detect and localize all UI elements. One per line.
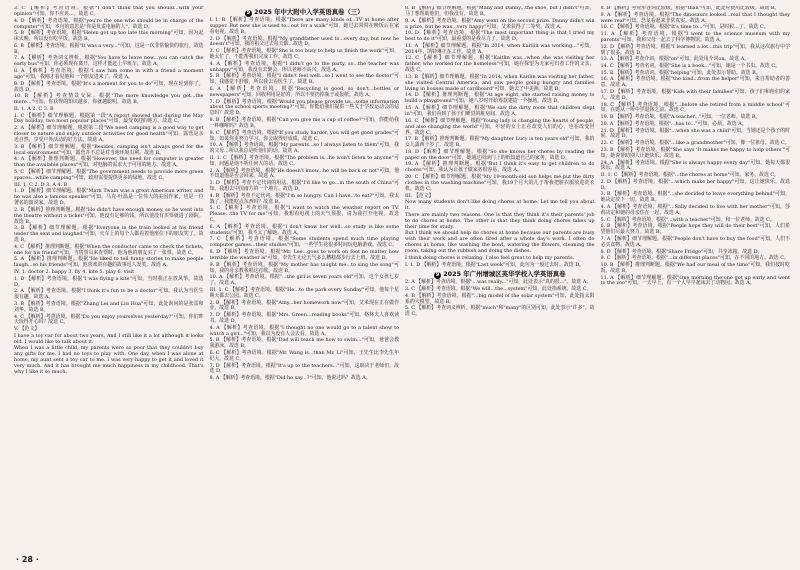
answer-item: 20. A 【解析】考查语境。根据"...has to..."可知，必须。故选 A。: [600, 120, 747, 127]
answer-item: 10. D 【解析】考查语境。根据"The most important thing is that I tried my best to do it"可知，最重要的是我尽力了。故选 D。: [405, 30, 595, 43]
answer-item: 10. A 【解析】考查语境。根据"...the girl is seven years old"可知，这个女孩七岁了。故选 A。: [209, 274, 399, 287]
answer-item: I have a toy car for about two years. And I still like it a lot although it looks old. I would like to talk about it.: [14, 332, 204, 345]
answer-item: 6. A 【解析】考查语境。根据"I don't know her well...so study is like some students"可知，我不太了解她。故选 A。: [209, 223, 399, 236]
answer-item: 11. A 【解析】细节理解题。根据"One morning the one got up early and went to the zoo"可知，一天早上，有一个人早早起床去了动物园。故选 A。: [600, 274, 790, 287]
answer-item: III. 1. C 【解析】考查语境。根据"He...to the park every Sunday"可知，他每个星期天都去公园。故选 C。: [209, 286, 399, 299]
answer-item: 2. A 【解析】细节理解题。根据第二段"We need camping is a good way to get closer to nature and enjoy outdoor activities for good health"可知，露营是亲近自然、享受户外活动的好方法。故选 A。: [14, 125, 204, 143]
answer-item: 4. A 【解析】考查语境。根据"...Sally decided to live with her mother"可知，莎莉决定和她的母亲住在一起。故选 A。: [600, 204, 790, 216]
answer-item: 24. A 【解析】考查语境。根据"She is always happy every day"可知，她每天都很快乐。故选 A。: [600, 159, 790, 172]
answer-item: 4. D 【解析】考查语境。根据"you're the one who should be in charge of the computer"可知，本句的意思是"你是负责电脑的人"。故选 D。: [14, 17, 204, 30]
section-badge: 9: [246, 10, 251, 16]
answer-item: 8. B 【解析】考查语境。根据"Can you give me a cup of coffee?"可知，你能给我一杯咖啡吗？故选 B。: [209, 117, 399, 129]
answer-item: 9. A 【解析】考查语境。根据"The dinosaurs looked...real that I thought they were real"可知，恐龙看起来非常真实。故选 A。: [600, 11, 790, 24]
answer-item: 5. C 【解析】考查语境。根据"...with a teacher"可知，和一位老师。故选 C。: [600, 216, 775, 223]
answer-item: 4. A 【解析】考查语境。根据"I thought no one would go to a talent show to watch a girl..."可知，我以为没有人会去看。故选 A。: [209, 324, 399, 337]
answer-item: 7. A 【解析】考查词义辨析。根据"You have to leave now...you can catch the early bus"可知，你必须现在离开，这样才能赶上早班车。故选 A。: [14, 55, 204, 68]
column-4: [601, 6, 791, 554]
answer-item: 9. B 【解析】考查语境。根据"My mother has taught me...to sing the song"可知，我的母亲教我唱这首歌。故选 B。: [209, 261, 399, 274]
answer-item: 6. B 【解析】考查语境。根据"It was a very..."可知，这是一次非常愉快的旅行。故选 B。: [14, 42, 204, 55]
answer-item: 14. D 【解析】推理判断题。根据"At age eight, she started raising money to build a playground"可知，她八岁时开始筹款建造一个操场。故选 D。: [405, 92, 595, 105]
answer-item: 10. A 【解析】考查语境。根据"My parents...so I always listen to them"可知，我的父母...所以我总是听他们的话。故选 A。: [209, 142, 399, 155]
section-title: [210, 8, 400, 17]
answer-item: 3. D 【解析】考查不定代词的用法。根据"I'd like to go...in the south of China"可知，我想去中国南方的一个地方。故选 D。: [209, 180, 399, 193]
answer-item: 5. A 【解析】推理判断题。根据"He liked to tell funny stories to make people laugh...so his friends"可知，他喜欢讲有趣的故事逗人发笑。故选 A。: [14, 256, 204, 269]
answer-item: II. 1. A 2. C 3. B: [14, 105, 54, 112]
answer-item: 3. C 【解析】考查语境。根据"I don't think that you should...with your opinion"可知，你不应该...。故选 C。: [14, 6, 204, 17]
answer-item: When I was a little child, my parents were so poor that they couldn't buy any gifts for me. I had no toys to play with. One day, when I was alone at home, my aunt sent a toy car to me. I was very happy to get it and loved it very much. And it has brought me much happiness in my childhood. That's why I like it so much.: [14, 345, 204, 376]
answer-item: 1. D 【解析】考查语境。根据"I was flying a kite"可知，当时我正在放风筝。故选 D。: [14, 275, 204, 288]
answer-item: 10. B 【解析】推理判断题。根据"We had our meal of the time"可知，我们按时吃饭。故选 B。: [600, 261, 790, 274]
answer-item: 9. C 【解析】考查语境。根据"If you study harder, you will get good grades"可知，如果你更努力学习，你会取得好成绩。故选 C。: [209, 129, 399, 142]
answer-item: 2. D 【解析】考查语境。根据"...which make her happy"可知，这让她快乐。故选 D。: [600, 178, 790, 191]
answer-item: 5. B 【解析】考查语境。根据"Dad will teach me how to swim..."可知，爸爸会教我游泳。故选 B。: [209, 337, 399, 350]
answer-item: 7. D 【解析】考查语境。根据"Would you please provide us...some information about the school sports meeting?"可知，你能给我们提供一些关于学校运动会的信息吗？故选 D。: [209, 98, 399, 117]
answer-item: 5. C 【解析】细节理解题。根据"The government needs to provide more green spaces...while camping"可知，政府需要提供更多的绿地。故选 C。: [14, 168, 204, 181]
answer-item: 5. B 【解析】考查语境。根据"I didn't feel well...so I went to see the doctor"可知，我感觉不舒服，所以我去看医生了。故选 B。: [209, 73, 399, 86]
answer-item: 2. A 【解析】考查语境。根据"...was really..."可知，此处表示"真的很..."。故选 A。: [405, 279, 592, 286]
answer-item: 12. C 【解析】细节理解题。根据"Kaitlin was...when she was visiting her father, who worked for the homeless"可知，她在探望为无家可归者工作的父亲。故选 C。: [405, 55, 595, 74]
answer-item: 11. A 【解析】细节理解题。根据"In 2014, when Kaitlin was working..."可知，2014年，凯特琳正在工作。故选 A。: [405, 42, 595, 55]
answer-item: 6. A 【解析】考查语境。根据"Recycling is good, so don't...bottles or newspapers"可知，回收利用是好的，所以不要扔掉瓶子或报纸。故选 A。: [209, 85, 399, 98]
answer-item: 2. B 【解析】推理判断题。根据"He didn't have enough money, so he went into the theatre without a ticket"可知，他没有足够的钱，所以他没有买票就进了剧院。故选 B。: [14, 206, 204, 225]
answer-item: 9. A 【解析】考查语境。根据"Amy went on the second prize. Danny didn't win a prize, but he was...very happy"可知，艾米获得了二等奖。故选 A。: [405, 17, 595, 30]
answer-item: I. 1. B 【解析】考查语境。根据"There are many kinds of...TV at home after supper. But now she is used to...out for a walk"可知，她过去常常在晚饭后在家看电视。故选 B。: [209, 17, 399, 35]
answer-item: 8. D 【解析】考查语境。根据"Mr. Lee...goes to work on foot no matter how terrible the weather is"可知，李先生无论天气多么糟糕都步行去上班。故选 D。: [209, 249, 399, 261]
answer-item: But I think we should help do chores at home because our parents are busy with their work and are often tired after a whole day's work. I often do chores at home, like washing the bowl, watering the flowers, cleaning the room, taking out the rubbish and doing the dishes.: [405, 230, 595, 255]
page-number: · 28 ·: [16, 555, 39, 564]
answer-item: 10. C 【解析】考查语境。根据"It's time to..."可知，是时候...了。故选 C。: [600, 24, 769, 31]
answer-item: 9. C 【解析】考查语境。根据"...in different places"可知，在不同的地方。故选 C。: [600, 255, 789, 262]
answer-item: 7. C 【解析】考查语境。根据"Some students spend much time playing computer games...their studies"可知，一些学生花很多时间玩电脑游戏。故选 C。: [209, 236, 399, 249]
answer-item: 19. A 【解析】推理判断题。根据"But I think it's easy to get children to do chores"可知，我认为让孩子做家务很容易。故选 A。: [405, 161, 595, 174]
answer-item: 3. B 【解析】细节理解题。根据"Besides, camping isn't always good for the local environment"可知，露营并不总是对当地环境有利。故选 B。: [14, 143, 204, 156]
answer-item: 22. C 【解析】考查语境。根据"...like a grandmother"可知，像一位祖母。故选 C。: [600, 140, 790, 147]
answer-item: III. 【范文】: [405, 192, 434, 199]
answer-item: 21. D 【解析】考查语境。根据"...when she was a child"可知，当她还是个孩子的时候。故选 D。: [600, 127, 790, 140]
answer-item: V. 【范文】: [14, 326, 40, 333]
answer-item: 3. D 【解析】考查语境。根据"Mrs. Green...reading books"可知，格林夫人喜欢读书。故选 D。: [209, 312, 399, 325]
answer-item: 10. B 【解析】考查情景交际。根据"The more knowledge you get...the more..."可知，你获得的知识越多，你就越聪明。故选 B。: [14, 93, 204, 106]
answer-item: 5. B 【解析】考查语境。根据"Helen got up too late this morning"可知，因为起床太晚，所以没有吃早饭。故选 B。: [14, 30, 204, 43]
answer-item: 7. A 【解析】细节理解题。根据"People don't have to buy the food"可知，人们不必买食物。故选 A。: [600, 235, 790, 248]
answer-item: 7. D 【解析】考查语境。根据"It's up to the teachers..."可知，这取决于老师们。故选 D。: [209, 362, 399, 375]
answer-item: I think doing chores is relaxing. I also feel great to help my parents.: [405, 254, 575, 261]
answer-item: 3. B 【解析】考查语境。根据"...she decided to leave everything behind"可知，她决定放下一切。故选 B。: [600, 191, 790, 204]
answer-item: 3. C 【解析】考查语境。根据"We will...the...system"可知，此处指系统。故选 C。: [405, 286, 592, 293]
columns-container: [14, 6, 790, 554]
section-title-2-text: 2025 年广州增城区英华学校入学英语真卷: [441, 270, 566, 279]
answer-item: 9. D 【解析】考查语境。根据"It's a moment for you to do"可知，现在轮到你了。故选 D。: [14, 80, 204, 93]
answer-item: 13. A 【解析】考查介词。根据"on"可知，此处用介词on。故选 A。: [600, 56, 750, 63]
answer-item: 17. B 【解析】推理判断题。根据"My daughter Lucy is ten years old"可知，我的女儿露西十岁了。故选 B。: [405, 136, 595, 149]
answer-item: II. 1. C 【解析】考查语境。根据"...the chores at home"可知，家务。故选 C。: [600, 172, 780, 179]
answer-item: 1. D 【解析】细节理解题。根据"Mark Twain was a great American writer, and he was also a famous speaker"可知，马克·吐温是一位伟大的美国作家，也是一位著名的演说家。故选 D。: [14, 188, 204, 207]
answer-item: 18. D 【解析】细节理解题。根据"So she knows her chores by reading the paper on the door"可知，她通过阅读门上的纸知道自己的家务。故选 D。: [405, 148, 595, 161]
section-badge-2: 9: [435, 272, 440, 279]
section-title-text: 2025 年中大附中入学英语真卷（三）: [254, 8, 364, 16]
answer-item: 4. C 【解析】考查语境。根据"Do you enjoy yourselves yesterday?"可知，你们昨天玩得开心吗？故选 C。: [14, 313, 204, 326]
answer-item: 2. B 【解析】考查语境。根据"Amy...her homework now"可知，艾米现在正在做作业。故选 B。: [209, 299, 399, 312]
answer-item: 2. A 【解析】考查语境。根据"He doesn't know...he will be back or not"可知，他不知道他是否会回来。故选 A。: [209, 167, 399, 180]
answer-item: IV. 1. doctor 2. happy 3. fly 4. kite 5. play 6. visit: [14, 269, 135, 275]
answer-item: 4. A 【解析】考查语境。根据"I didn't go to the party, so...the teacher was unhappy"可知，我没有去聚会，所以老师不高兴。故选 A。: [209, 60, 399, 73]
answer-item: 12. D 【解析】考查语境。根据"I learned a lot...this trip"可知，我从这次旅行中学到了很多。故选 D。: [600, 43, 790, 56]
column-2: [210, 6, 400, 554]
answer-item: 8. B 【解析】考查形容词比较级。根据"than"可知，此处应使用比较级。故选 B。: [600, 6, 780, 11]
answer-item: 14. C 【解析】考查名词。根据"She is a book..."可知，她是一个书虫。故选 C。: [600, 62, 780, 69]
answer-item: 2. A 【解析】考查语境。根据"I think it's fun to be a doctor"可知，我认为当医生很有趣。故选 A。: [14, 288, 204, 301]
answer-item: 15. A 【解析】细节理解题。根据"We saw the dirty room that children slept in"可知，我们看到了孩子们睡觉的脏房间。故选 A。: [405, 105, 595, 117]
answer-item: 13. B 【解析】细节理解题。根据"In 2014, when Kaitlin was visiting her father, she visited Central America, and saw people going hungry and families living in houses made of cardboard"可知，她去了中美洲。故选 B。: [405, 73, 595, 92]
answer-item: 5. C 【解析】考查词义辨析。根据"much"和"many"的区别可知，此处表示"许多"。故选 C。: [405, 305, 595, 318]
answer-item: 4. A 【解析】推理判断题。根据"However, the need for computer is greater than the available places"可知，对电脑的需求大于可用的地方。故选 A。: [14, 156, 204, 169]
answer-item: 3. B 【解析】考查语境。根据"Zhang Lei and Liu Hua"可知，此处询问的是张雷和刘华。故选 B。: [14, 300, 204, 313]
answer-item: 4. B 【解析】考查不定代词。根据"I'm so hungry. Can I have...to eat?"可知，我太饿了，我能吃点东西吗？故选 B。: [209, 192, 399, 205]
answer-item: 23. B 【解析】考查语境。根据"She says 'It makes me happy to help others'"可知，她说帮助别人让她快乐。故选 B。: [600, 146, 790, 159]
column-3: [405, 6, 595, 554]
column-1: [14, 6, 204, 554]
answer-item: 4. B 【解析】考查语境。根据"...big model of the solar system"可知，此处指太阳系的大模型。故选 B。: [405, 292, 595, 305]
answer-item: 8. D 【解析】考查语境。根据"Share Fridge"可知，共享冰箱。故选 D。: [600, 248, 763, 255]
answer-item: 16. C 【解析】细节理解题。根据"Young lady is changing the hearts of people, and also changing the world"可知，年轻的女士正在改变人们的心，也在改变世界。故选 C。: [405, 117, 595, 136]
answer-item: Now many students don't like doing chores at home. Let me tell you about it.: [405, 199, 595, 212]
answer-item: 6. C 【解析】考查语境。根据"Mr. Wang is...than Mr. Li"可知，王先生比李先生年纪大。故选 C。: [209, 349, 399, 362]
answer-item: 8. A 【解析】考查语境。根据"I saw him come in with a friend a moment ago"可知，我刚才看见他和一个朋友进来了。故选 A。: [14, 68, 204, 80]
answer-item: I. 1. D 【解析】考查语境。根据"Last week"可知，此句为一般过去时。故选 D。: [405, 261, 585, 268]
answer-item: 18. C 【解析】考查语境。根据"...before she retired from a middle school"可知，在她从一所中学退休之前。故选 C。: [600, 101, 790, 114]
answer-item: 1. C 【解析】细节理解题。根据第一段"A report showed that during the May Day holiday, two most popular places"可知，最受欢迎的地方。故选 C。: [14, 112, 204, 125]
answer-item: 4. C 【解析】推理判断题。根据"When the conductor came to check the tickets, one for his friend"可知，当售票员来查票时，他为他的朋友买了一张票。故选 C。: [14, 243, 204, 256]
answer-item: 6. B 【解析】考查语境。根据"People hope they will do their best"可知，人们希望他们尽最大努力。故选 B。: [600, 223, 790, 236]
answer-item: 19. B 【解析】考查语境。根据"A teacher..."可知，一位老师。故选 B。: [600, 114, 761, 121]
answer-item: 11. A 【解析】考查语境。根据"I went to the science museum with my parents"可知，我和父母一起去了科学博物馆。故选 A。: [600, 31, 790, 43]
answer-item: 17. D 【解析】考查语境。根据"Kids with their families"可知，孩子们和他们的家人。故选 D。: [600, 88, 790, 101]
answer-item: 20. C 【解析】细节理解题。根据"My 19-month-old son helps me put the dirty clothes in the washing machine"可知，我19个月大的儿子帮我把脏衣服放进洗衣机。故选 C。: [405, 174, 595, 192]
answer-item: 8. B 【解析】细节理解题。根据"Many and Danny...the shoe, but I didn't"可知，马丁想帮助他们，但我没有。故选 B。: [405, 6, 595, 17]
answer-item: There are mainly two reasons. One is that they think it's their parents' job to do chores at home. The other is that they think doing chores takes up their time for study.: [405, 211, 595, 230]
answer-item: 8. A 【解析】考查语境。根据"Did he say...?"可知，他说过吗？故选 A。: [209, 375, 371, 382]
answer-item: 5. C 【解析】考查语境。根据"I want to watch the weather report on TV. Please...the TV for me"可知，我想看电视上的天气预报，请为我打开电视。故选 C。: [209, 205, 399, 224]
answer-item: II. 1. C 【解析】考查语境。根据"The problem is...he won't listen to anyone"可知，问题是他不听任何人的话。故选 C。: [209, 154, 399, 167]
answer-item: 16. A 【解析】考查语境。根据"the kind...from the helper"可知，来自帮助者的善意。故选 A。: [600, 76, 790, 89]
answer-item: 2. D 【解析】考查语境。根据"My grandfather used to...every day, but now he doesn't"可知，我的祖父过去每天都...故选 D。: [209, 35, 399, 48]
answer-item: 3. B 【解析】细节理解题。根据"Everyone in the train looked at his friend under the seat and laughed"可知，火车上的每个人都看着他座位下的朋友笑了。故选 B。: [14, 225, 204, 244]
answer-item: III. 1. C 2. D 3. A 4. B: [14, 181, 68, 188]
answer-item: 15. B 【解析】考查动词。根据"helping"可知，此处表示帮助。故选 B。: [600, 69, 761, 76]
answer-item: 3. C 【解析】考查语境。根据"She is too busy to help us finish the work"可知，她太忙了，不能帮我们完成工作。故选 C。: [209, 48, 399, 61]
